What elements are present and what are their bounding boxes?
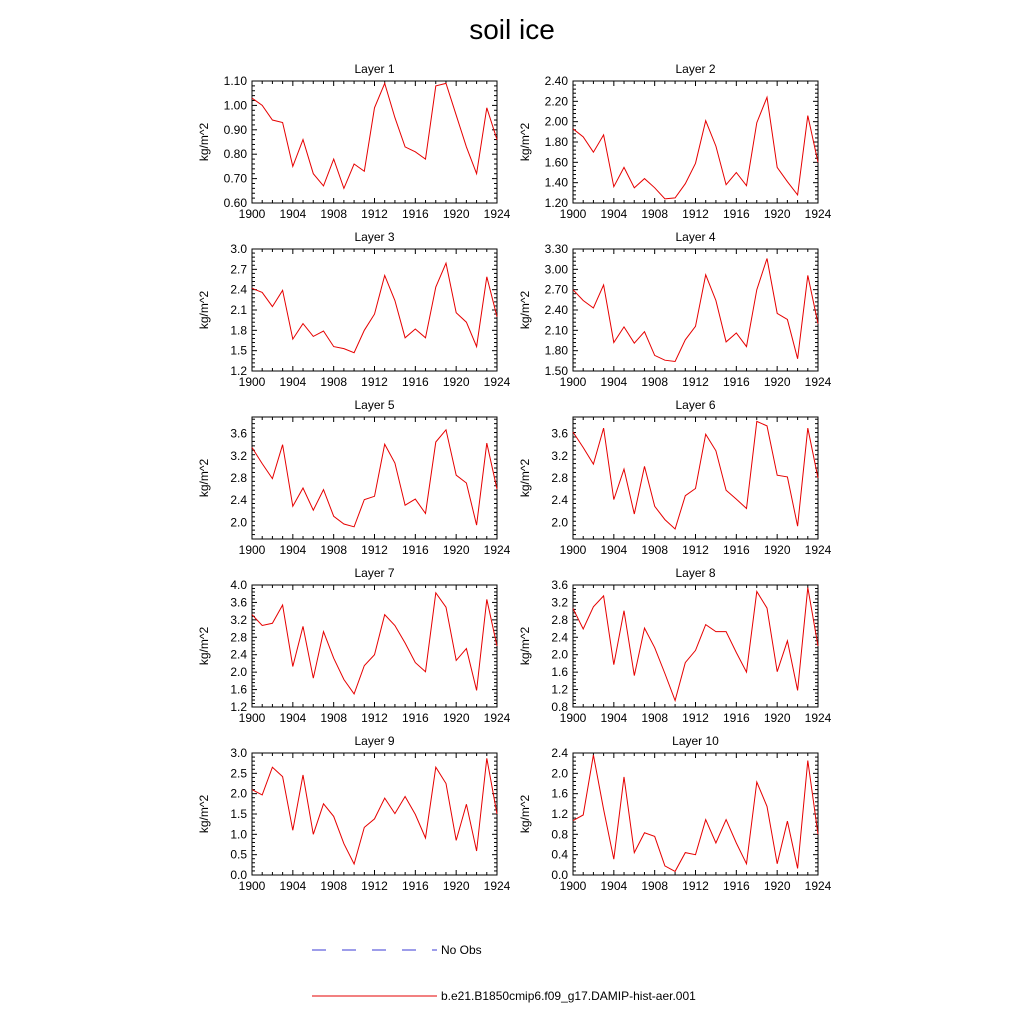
y-tick-label: 3.2 <box>551 448 568 463</box>
x-tick-label: 1924 <box>483 207 511 221</box>
series-line <box>252 83 497 188</box>
x-tick-label: 1900 <box>559 711 587 725</box>
y-axis-label: kg/m^2 <box>518 794 532 834</box>
x-tick-label: 1912 <box>682 879 709 893</box>
panel-title: Layer 2 <box>675 62 716 76</box>
series-line <box>252 593 497 694</box>
plot-frame <box>252 249 497 371</box>
panels-group <box>197 62 832 893</box>
x-tick-label: 1912 <box>682 711 709 725</box>
y-axis-label: kg/m^2 <box>197 290 211 330</box>
x-tick-label: 1900 <box>559 543 587 557</box>
y-tick-label: 1.80 <box>544 343 568 358</box>
x-tick-label: 1904 <box>600 375 628 389</box>
y-tick-label: 1.5 <box>230 807 247 821</box>
y-tick-label: 2.8 <box>551 612 568 627</box>
panel-title: Layer 7 <box>354 566 395 580</box>
series-line <box>252 263 497 353</box>
panel-layer-1 <box>197 62 511 221</box>
x-tick-label: 1908 <box>641 879 669 893</box>
x-tick-label: 1924 <box>483 543 511 557</box>
y-axis-label: kg/m^2 <box>197 626 211 666</box>
x-tick-label: 1908 <box>641 711 669 725</box>
y-tick-label: 0.0 <box>551 868 568 882</box>
plot-frame <box>573 417 818 539</box>
y-tick-label: 1.0 <box>230 827 247 842</box>
y-tick-label: 0.0 <box>230 868 247 882</box>
y-tick-label: 2.8 <box>551 471 568 485</box>
x-tick-label: 1908 <box>641 207 669 221</box>
x-tick-label: 1912 <box>361 543 388 557</box>
y-tick-label: 2.4 <box>230 282 247 297</box>
y-tick-label: 0.4 <box>551 847 568 862</box>
x-tick-label: 1916 <box>401 207 429 221</box>
x-tick-label: 1920 <box>763 711 791 725</box>
x-tick-label: 1908 <box>641 375 669 389</box>
x-tick-label: 1920 <box>763 543 791 557</box>
y-tick-label: 3.2 <box>230 612 247 627</box>
series-line <box>252 758 497 864</box>
y-tick-label: 0.8 <box>551 827 568 842</box>
panel-title: Layer 4 <box>675 230 716 244</box>
x-tick-label: 1920 <box>442 375 470 389</box>
y-tick-label: 2.0 <box>230 515 247 530</box>
panel-layer-9 <box>197 734 511 893</box>
x-tick-label: 1900 <box>559 879 587 893</box>
plot-frame <box>252 753 497 875</box>
y-axis-label: kg/m^2 <box>518 290 532 330</box>
panel-title: Layer 9 <box>354 734 395 748</box>
x-tick-label: 1900 <box>238 207 266 221</box>
x-tick-label: 1900 <box>559 375 587 389</box>
panel-layer-10 <box>518 734 832 893</box>
y-tick-label: 2.1 <box>230 303 247 317</box>
y-tick-label: 2.0 <box>230 786 247 801</box>
x-tick-label: 1916 <box>401 879 429 893</box>
x-tick-label: 1924 <box>804 879 832 893</box>
x-tick-label: 1908 <box>641 543 669 557</box>
y-tick-label: 1.2 <box>551 682 568 697</box>
x-tick-label: 1904 <box>279 207 307 221</box>
panel-layer-2 <box>518 62 832 221</box>
x-tick-label: 1912 <box>682 543 709 557</box>
y-tick-label: 1.5 <box>230 343 247 358</box>
x-tick-label: 1916 <box>722 207 750 221</box>
x-tick-label: 1904 <box>279 711 307 725</box>
x-tick-label: 1912 <box>361 207 388 221</box>
x-tick-label: 1924 <box>804 711 832 725</box>
y-axis-label: kg/m^2 <box>197 794 211 834</box>
panel-layer-6 <box>518 398 832 557</box>
x-tick-label: 1924 <box>483 711 511 725</box>
y-tick-label: 2.4 <box>230 647 247 662</box>
x-tick-label: 1904 <box>279 879 307 893</box>
y-tick-label: 2.40 <box>544 74 568 88</box>
x-tick-label: 1916 <box>401 543 429 557</box>
x-tick-label: 1924 <box>804 375 832 389</box>
y-tick-label: 3.6 <box>551 578 568 592</box>
panel-title: Layer 1 <box>354 62 395 76</box>
x-tick-label: 1900 <box>238 375 266 389</box>
y-tick-label: 2.40 <box>544 303 568 317</box>
y-tick-label: 2.00 <box>544 114 568 129</box>
x-tick-label: 1916 <box>722 375 750 389</box>
series-line <box>573 588 818 701</box>
y-tick-label: 1.2 <box>230 364 247 378</box>
x-tick-label: 1920 <box>763 207 791 221</box>
x-tick-label: 1920 <box>442 543 470 557</box>
y-tick-label: 1.80 <box>544 135 568 149</box>
y-tick-label: 3.6 <box>551 426 568 441</box>
y-tick-label: 1.8 <box>230 323 247 338</box>
y-tick-label: 1.20 <box>544 196 568 210</box>
x-tick-label: 1924 <box>804 207 832 221</box>
legend-label-no-obs: No Obs <box>441 943 482 957</box>
x-tick-label: 1900 <box>238 879 266 893</box>
x-tick-label: 1924 <box>483 879 511 893</box>
x-tick-label: 1908 <box>320 207 348 221</box>
x-tick-label: 1920 <box>442 207 470 221</box>
panel-layer-5 <box>197 398 511 557</box>
panel-title: Layer 10 <box>672 734 719 748</box>
y-tick-label: 1.6 <box>551 665 568 680</box>
y-tick-label: 1.2 <box>230 700 247 714</box>
plot-frame <box>252 81 497 203</box>
x-tick-label: 1924 <box>483 375 511 389</box>
y-tick-label: 2.4 <box>551 630 568 645</box>
y-tick-label: 2.0 <box>551 766 568 781</box>
series-line <box>573 755 818 871</box>
plot-frame <box>573 81 818 203</box>
x-tick-label: 1924 <box>804 543 832 557</box>
y-tick-label: 1.50 <box>544 364 568 378</box>
y-tick-label: 2.4 <box>230 493 247 508</box>
series-line <box>573 97 818 199</box>
y-tick-label: 2.20 <box>544 94 568 109</box>
x-tick-label: 1904 <box>600 207 628 221</box>
x-tick-label: 1904 <box>279 543 307 557</box>
y-tick-label: 3.0 <box>230 242 247 256</box>
y-tick-label: 2.10 <box>544 323 568 338</box>
x-tick-label: 1920 <box>442 711 470 725</box>
x-tick-label: 1904 <box>600 711 628 725</box>
y-tick-label: 0.70 <box>223 171 247 186</box>
y-tick-label: 1.2 <box>551 807 568 821</box>
y-tick-label: 3.2 <box>551 595 568 610</box>
y-tick-label: 3.0 <box>230 746 247 760</box>
x-tick-label: 1920 <box>763 879 791 893</box>
series-line <box>573 421 818 529</box>
panel-layer-3 <box>197 230 511 389</box>
x-tick-label: 1916 <box>401 375 429 389</box>
y-tick-label: 1.6 <box>230 682 247 697</box>
panel-layer-8 <box>518 566 832 725</box>
panel-title: Layer 6 <box>675 398 716 412</box>
panel-title: Layer 3 <box>354 230 395 244</box>
y-tick-label: 2.7 <box>230 262 247 277</box>
y-tick-label: 2.0 <box>230 665 247 680</box>
x-tick-label: 1900 <box>238 711 266 725</box>
plot-frame <box>573 585 818 707</box>
y-tick-label: 3.6 <box>230 426 247 441</box>
y-axis-label: kg/m^2 <box>518 458 532 498</box>
y-tick-label: 3.00 <box>544 262 568 277</box>
y-tick-label: 3.6 <box>230 595 247 610</box>
x-tick-label: 1908 <box>320 375 348 389</box>
x-tick-label: 1916 <box>722 879 750 893</box>
y-tick-label: 0.5 <box>230 847 247 862</box>
y-tick-label: 2.70 <box>544 282 568 297</box>
panel-layer-7 <box>197 566 511 725</box>
y-tick-label: 2.0 <box>551 515 568 530</box>
x-tick-label: 1912 <box>682 375 709 389</box>
y-tick-label: 0.60 <box>223 196 247 210</box>
x-tick-label: 1916 <box>722 543 750 557</box>
y-tick-label: 1.10 <box>223 74 247 88</box>
y-tick-label: 1.60 <box>544 155 568 170</box>
y-tick-label: 3.30 <box>544 242 568 256</box>
y-tick-label: 0.8 <box>551 700 568 714</box>
x-tick-label: 1904 <box>279 375 307 389</box>
y-tick-label: 2.5 <box>230 766 247 781</box>
x-tick-label: 1908 <box>320 543 348 557</box>
y-tick-label: 2.0 <box>551 647 568 662</box>
series-line <box>252 430 497 527</box>
plot-frame <box>573 753 818 875</box>
y-tick-label: 1.6 <box>551 786 568 801</box>
y-axis-label: kg/m^2 <box>518 626 532 666</box>
y-tick-label: 1.40 <box>544 175 568 190</box>
y-tick-label: 3.2 <box>230 448 247 463</box>
x-tick-label: 1912 <box>361 375 388 389</box>
y-tick-label: 2.4 <box>551 493 568 508</box>
legend <box>312 943 696 1003</box>
x-tick-label: 1904 <box>600 543 628 557</box>
y-tick-label: 0.80 <box>223 147 247 162</box>
x-tick-label: 1912 <box>682 207 709 221</box>
x-tick-label: 1900 <box>238 543 266 557</box>
x-tick-label: 1916 <box>401 711 429 725</box>
x-tick-label: 1912 <box>361 711 388 725</box>
x-tick-label: 1904 <box>600 879 628 893</box>
x-tick-label: 1908 <box>320 879 348 893</box>
y-tick-label: 1.00 <box>223 98 247 113</box>
y-axis-label: kg/m^2 <box>518 122 532 162</box>
plot-frame <box>573 249 818 371</box>
plot-frame <box>252 585 497 707</box>
figure-title: soil ice <box>469 14 555 45</box>
legend-label-model: b.e21.B1850cmip6.f09_g17.DAMIP-hist-aer.001 <box>441 989 696 1003</box>
x-tick-label: 1912 <box>361 879 388 893</box>
y-tick-label: 0.90 <box>223 122 247 137</box>
x-tick-label: 1920 <box>442 879 470 893</box>
y-axis-label: kg/m^2 <box>197 122 211 162</box>
y-tick-label: 4.0 <box>230 578 247 592</box>
x-tick-label: 1900 <box>559 207 587 221</box>
x-tick-label: 1916 <box>722 711 750 725</box>
x-tick-label: 1908 <box>320 711 348 725</box>
y-tick-label: 2.8 <box>230 630 247 645</box>
panel-layer-4 <box>518 230 832 389</box>
panel-title: Layer 5 <box>354 398 395 412</box>
y-tick-label: 2.8 <box>230 471 247 485</box>
y-axis-label: kg/m^2 <box>197 458 211 498</box>
series-line <box>573 259 818 362</box>
panel-title: Layer 8 <box>675 566 716 580</box>
x-tick-label: 1920 <box>763 375 791 389</box>
y-tick-label: 2.4 <box>551 746 568 760</box>
